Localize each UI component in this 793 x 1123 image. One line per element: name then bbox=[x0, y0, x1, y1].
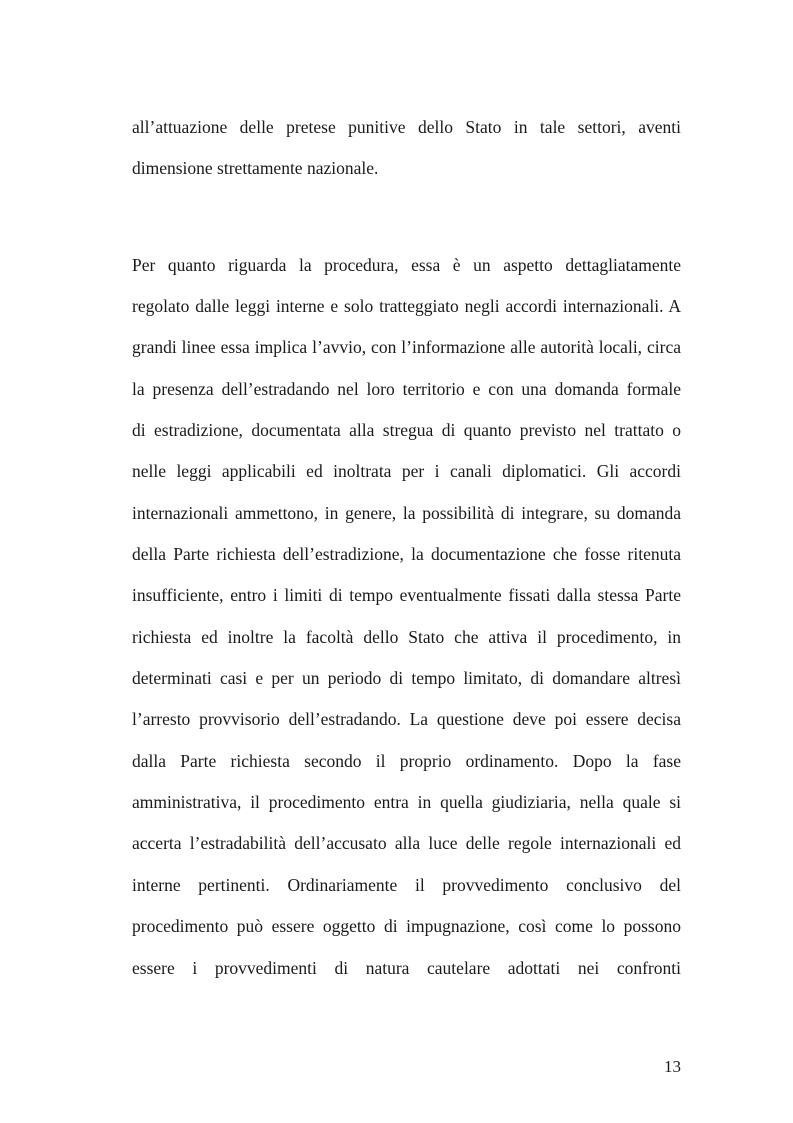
text-line: di estradizione, documentata alla stregua di quanto previsto nel trattato o bbox=[132, 420, 681, 440]
text-line: dimensione strettamente nazionale. bbox=[132, 158, 379, 178]
text-line: della Parte richiesta dell’estradizione, la documentazione che fosse ritenuta bbox=[132, 544, 681, 564]
page-number: 13 bbox=[664, 1057, 681, 1076]
text-line: interne pertinenti. Ordinariamente il provvedimento conclusivo del bbox=[132, 875, 681, 895]
text-line: procedimento può essere oggetto di impugnazione, così come lo possono bbox=[132, 916, 681, 936]
text-line: accerta l’estradabilità dell’accusato alla luce delle regole internazionali ed bbox=[132, 833, 681, 853]
text-line: internazionali ammettono, in genere, la possibilità di integrare, su domanda bbox=[132, 503, 681, 523]
text-line: richiesta ed inoltre la facoltà dello Stato che attiva il procedimento, in bbox=[132, 627, 681, 647]
text-line: amministrativa, il procedimento entra in quella giudiziaria, nella quale si bbox=[132, 792, 681, 812]
text-line: grandi linee essa implica l’avvio, con l’informazione alle autorità locali, circa bbox=[132, 337, 681, 357]
text-line: essere i provvedimenti di natura cautelare adottati nei confronti bbox=[132, 958, 681, 978]
text-line: la presenza dell’estradando nel loro territorio e con una domanda formale bbox=[132, 379, 681, 399]
text-line: all’attuazione delle pretese punitive dello Stato in tale settori, aventi bbox=[132, 117, 681, 137]
text-line: determinati casi e per un periodo di tempo limitato, di domandare altresì bbox=[132, 668, 681, 688]
text-line: l’arresto provvisorio dell’estradando. La questione deve poi essere decisa bbox=[132, 709, 681, 729]
text-line: dalla Parte richiesta secondo il proprio ordinamento. Dopo la fase bbox=[132, 751, 681, 771]
text-line: Per quanto riguarda la procedura, essa è un aspetto dettagliatamente bbox=[132, 255, 681, 275]
text-line: regolato dalle leggi interne e solo tratteggiato negli accordi internazionali. A bbox=[132, 296, 681, 316]
text-line: nelle leggi applicabili ed inoltrata per i canali diplomatici. Gli accordi bbox=[132, 461, 681, 481]
text-line: insufficiente, entro i limiti di tempo eventualmente fissati dalla stessa Parte bbox=[132, 585, 681, 605]
